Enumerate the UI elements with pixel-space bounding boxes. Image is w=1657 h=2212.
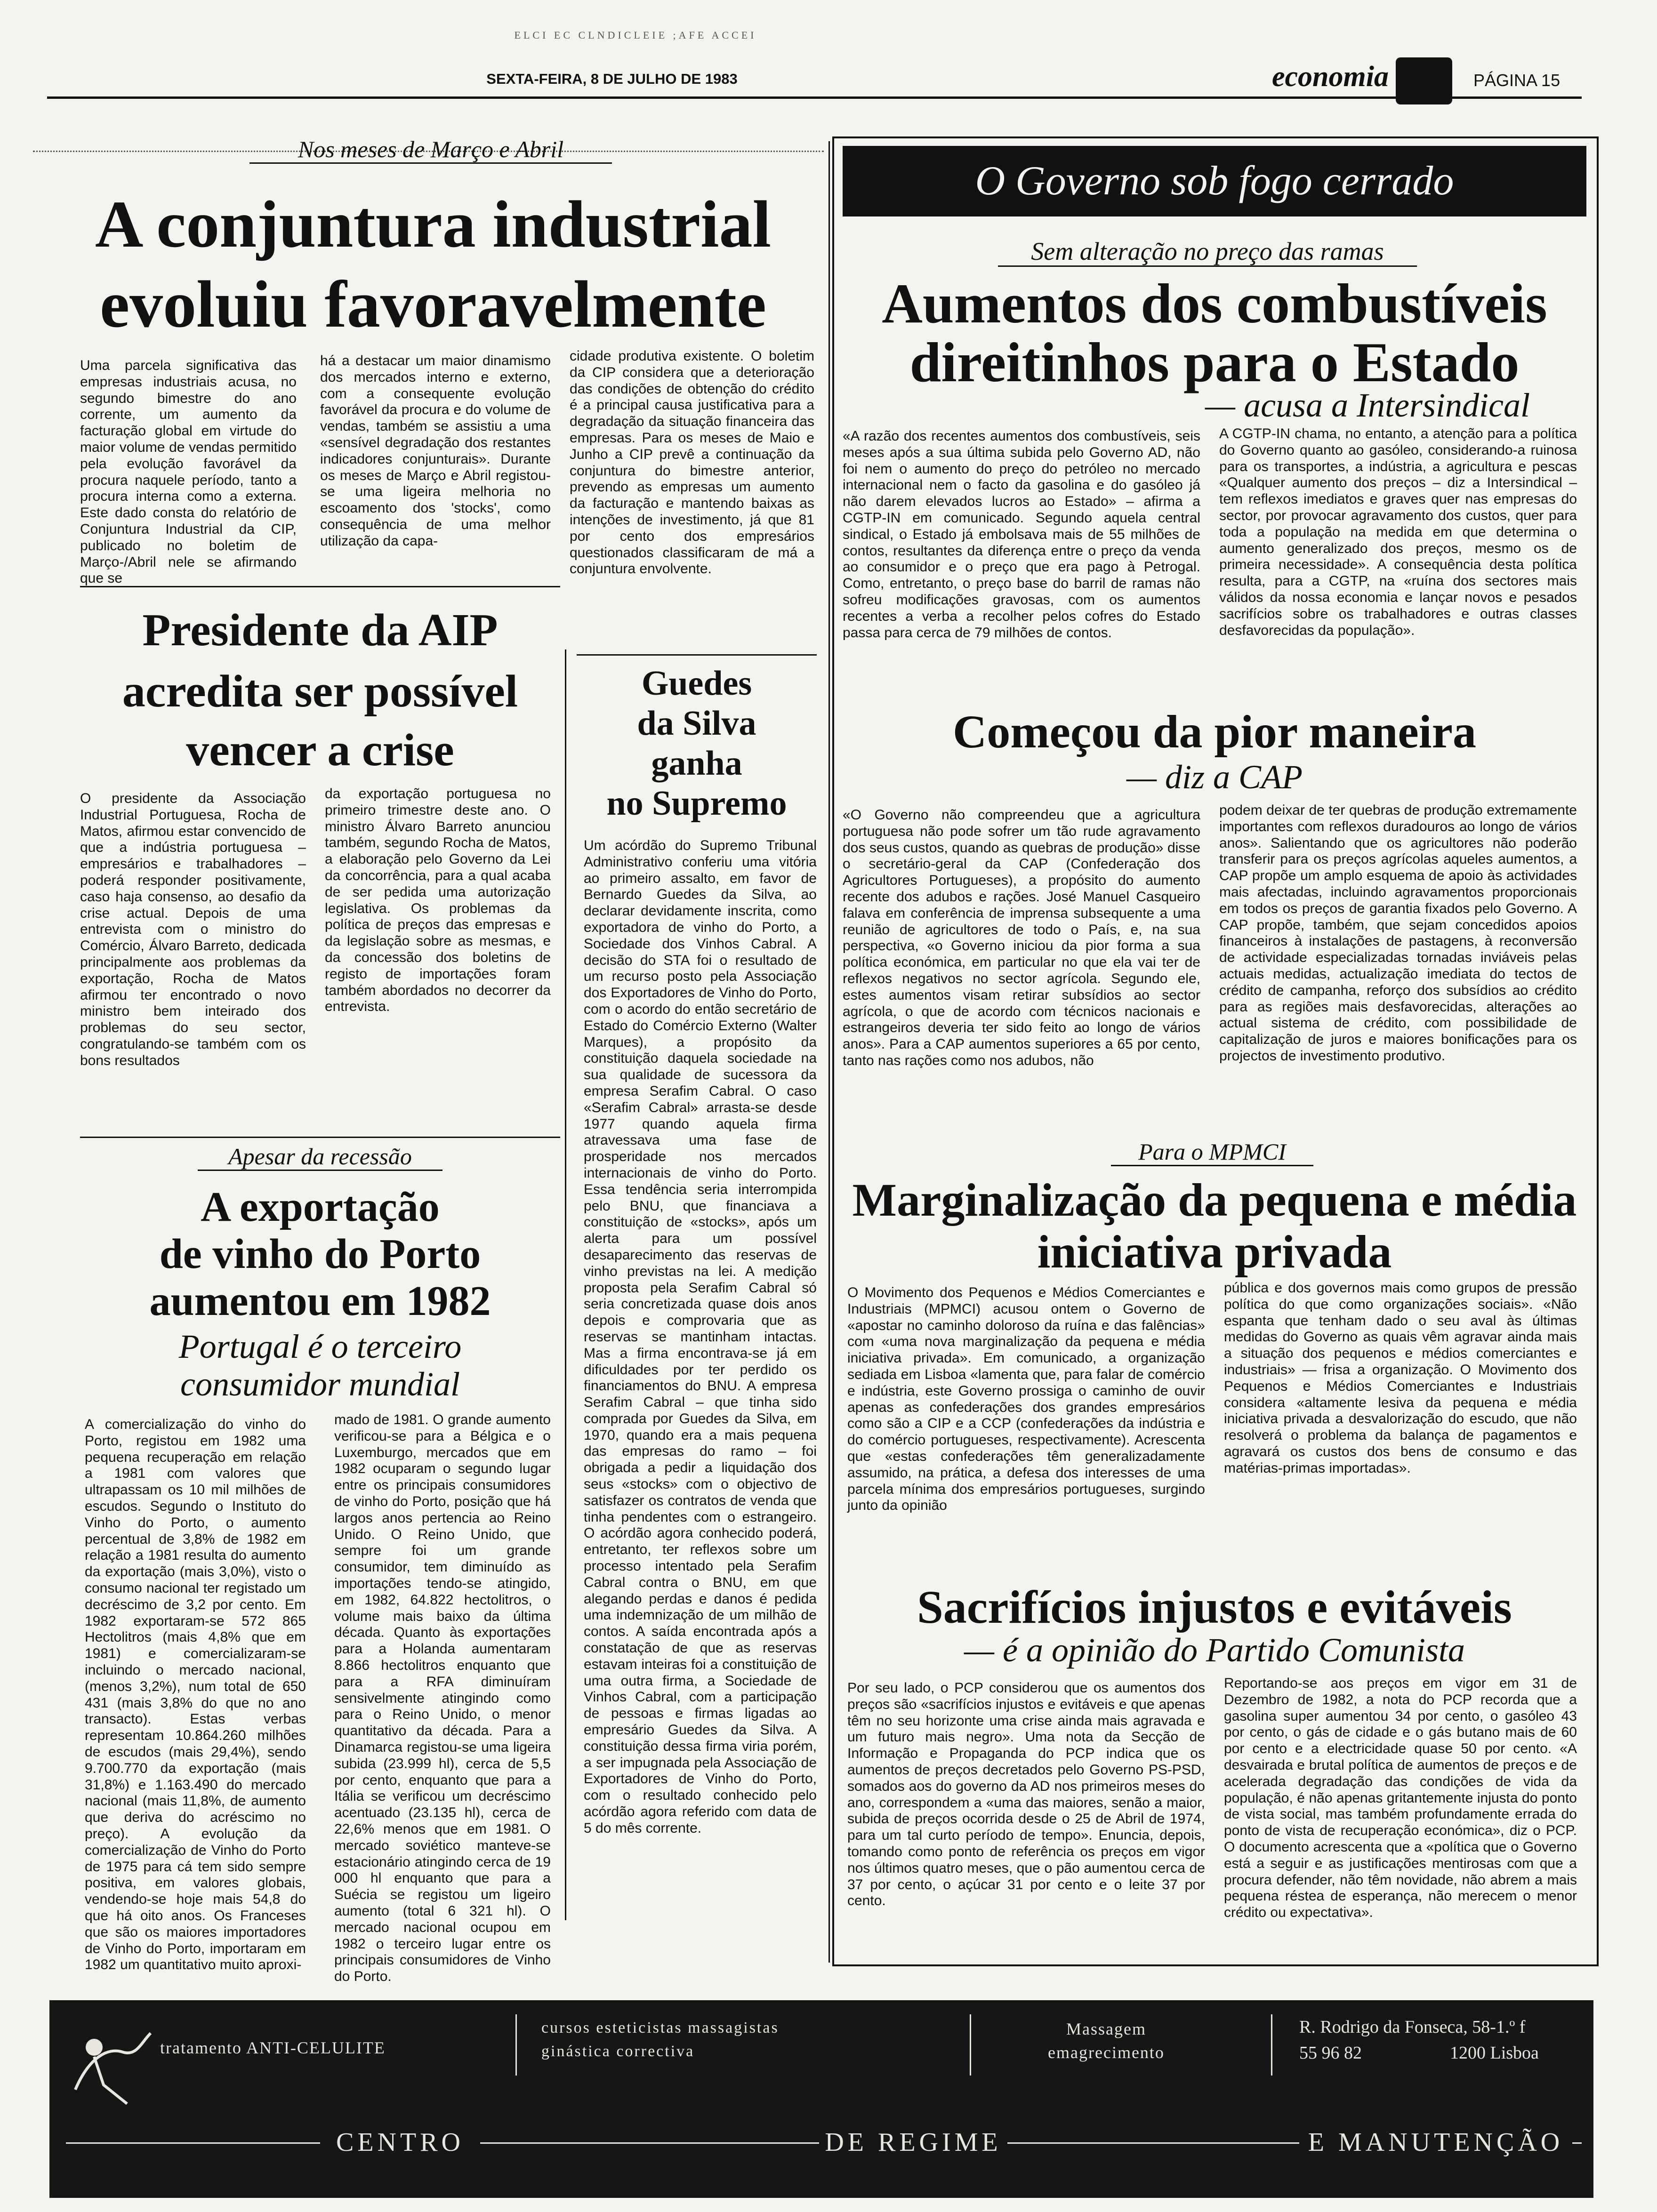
article4-top-rule — [80, 1137, 560, 1138]
article4-headline-3: aumentou em 1982 — [149, 1278, 491, 1324]
center-divider — [828, 141, 830, 1963]
article7-kicker: Para o MPMCI — [1111, 1139, 1313, 1166]
ad-anticelulite: tratamento ANTI-CELULITE — [160, 2038, 386, 2057]
ad-emagrecimento: emagrecimento — [1048, 2043, 1165, 2062]
article3-headline-3: ganha — [651, 744, 742, 783]
ad-divider-1 — [515, 2014, 517, 2076]
article6-col1: «O Governo não compreendeu que a agricultura portuguesa não pode sofrer um tão rude agravamento dos seus custos, quando as quebras de produção» disse o secretário-geral da CAP (Confederação dos Agricultores Portugueses), a propósito do aumento recente dos adubos e rações. José Manuel Casqueiro falava em conferência de imprensa subsequente a uma reunião de agricultores de todo o País, e, na sua perspectiva, «o Governo iniciou da pior forma a sua política económica, em particular no que ela vai ter de reflexos negativos no sector agrícola. Segundo ele, estes aumentos visam retirar subsídios ao sector agrícola, o que de acordo com técnicos nacionais e estrangeiros deveria ter sido feito ao longo de vários anos». Para a CAP aumentos superiores a 65 por cento, tanto nas rações como nos adubos, não — [843, 807, 1200, 1068]
article5-subhead: — acusa a Intersindical — [1205, 386, 1530, 424]
ad-city: 1200 Lisboa — [1450, 2043, 1539, 2063]
article4-col1: A comercialização do vinho do Porto, registou em 1982 uma pequena recuperação em relação a 1981 com valores que ultrapassam os 10 mil milhões de escudos. Segundo o Instituto do Vinho do Porto, o aumento percentual de 3,8% de 1982 em relação a 1981 resulta do aumento da exportação (mais 3,0%), visto o consumo nacional ter registado um decréscimo de 3,2 por cento. Em 1982 exportaram-se 572 865 Hectolitros (mais 4,8% que em 1981) e comercializaram-se incluindo o mercado nacional, (menos 3,2%), num total de 650 431 (mais 3,8% do que no ano transacto). Estas verbas representam 10.864.260 milhões de escudos (mais 29,4%), sendo 9.700.770 da exportação (mais 31,8%) e 1.163.490 do mercado nacional (mais 11,8%, de aumento que deriva do acréscimo no preço). A evolução da comercialização de Vinho do Porto de 1975 para cá tem sido sempre positiva, em valores globais, vendendo-se hoje mais 54,8 do que há oito anos. Os Franceses que são os maiores importadores de Vinho do Porto, importaram em 1982 um quantitativo muito aproxi- — [85, 1417, 306, 1973]
article2-top-rule — [80, 586, 560, 587]
article5-headline-2: direitinhos para o Estado — [909, 331, 1520, 393]
article7-col2: pública e dos governos mais como grupos de pressão política do que como organizações sociais». «Não espanta que tenham dado o seu aval às últimas medidas do Governo as quais vêm agravar ainda mais a situação dos pequenos e médios comerciantes e industriais» — frisa a organização. O Movimento dos Pequenos e Médios Comerciantes e Industriais considera «altamente lesiva da pequena e média iniciativa privada a desvalorização do escudo, que não resolverá o problema da balança de pagamentos e agravará os custos dos bens de consumo e das matérias-primas importadas». — [1224, 1280, 1577, 1476]
article1-headline-2: evoluiu favoravelmente — [100, 267, 766, 341]
article4-kicker: Apesar da recessão — [198, 1144, 442, 1171]
article7-headline-2: iniciativa privada — [1037, 1226, 1392, 1278]
masthead-rule — [47, 96, 1582, 99]
article4-col2: mado de 1981. O grande aumento verificou-se para a Bélgica e o Luxemburgo, mercados que em 1982 ocuparam o segundo lugar entre os principais consumidores de vinho do Porto, posição que há largos anos pertencia ao Reino Unido. O Reino Unido, que sempre foi um grande consumidor, tem diminuído as importações tendo-se atingido, em 1982, 64.822 hectolitros, o volume mais baixo da última década. Quanto às exportações para a Holanda aumentaram 8.866 hectolitros enquanto que para a RFA diminuíram sensivelmente atingindo como para o Reino Unido, o menor quantitativo da década. Para a Dinamarca registou-se uma ligeira subida (23.999 hl), cerca de 5,5 por cento, enquanto que para a Itália se verificou um decréscimo acentuado (23.135 hl), cerca de 22,6% menos que em 1981. O mercado soviético manteve-se estacionário atingindo cerca de 19 000 hl enquanto que para a Suécia se registou um ligeiro aumento (total 6 321 hl). O mercado nacional ocupou em 1982 o terceiro lugar entre os principais consumidores de Vinho do Porto. — [334, 1412, 551, 1985]
ad-phone: 55 96 82 — [1299, 2043, 1362, 2063]
article8-col2: Reportando-se aos preços em vigor em 31 de Dezembro de 1982, a nota do PCP recorda que a gasolina super aumentou 34 por cento, o gasóleo 43 por cento, o gás de cidade e o gás butano mais de 60 por cento e a electricidade quase 50 por cento. «A desvairada e brutal política de aumentos de preços e de acelerada degradação das condições de vida da população, é não apenas gritantemente injusta do ponto de vista social, mas também profundamente errada do ponto de vista de recuperação económica», diz o PCP. O documento acrescenta que a «política que o Governo está a seguir e as justificações mentirosas com que a procura defender, não têm novidade, não abrem a mais pequena réstea de esperança, não merecem o menor crédito ou expectativa». — [1224, 1675, 1577, 1921]
ad-de-regime: DE REGIME — [819, 2127, 1007, 2157]
ad-divider-3 — [1271, 2014, 1272, 2076]
ad-massagem: Massagem — [1066, 2020, 1146, 2038]
article5-kicker: Sem alteração no preço das ramas — [998, 238, 1417, 267]
article1-kicker: Nos meses de Março e Abril — [249, 136, 612, 164]
article3-body: Um acórdão do Supremo Tribunal Administrativo conferiu uma vitória ao primeiro assalto, em favor de Bernardo Guedes da Silva, ao declarar devidamente inscrita, como exportadora de vinho do Porto, a Sociedade dos Vinhos Cabral. A decisão do STA foi o resultado de um recurso posto pela Associação dos Exportadores de Vinho do Porto, com o acordo do então secretário de Estado do Comércio Externo (Walter Marques), a propósito da constituição daquela sociedade na sua qualidade de sucessora da empresa Serafim Cabral. O caso «Serafim Cabral» arrasta-se desde 1977 quando aquela firma atravessava uma fase de prosperidade nos mercados internacionais de vinho do Porto. Essa tendência seria interrompida pelo BNU, que financiava a constituição de «stocks», após um alerta para um possível desaparecimento das reservas de vinho previstas na lei. A medição proposta pela Serafim Cabral só seria concretizada quase dois anos depois e comprovaria que as reservas se mantinham intactas. Mas a firma encontrava-se já em dificuldades por ter perdido os financiamentos do BNU. A empresa Serafim Cabral – que tinha sido comprada por Guedes da Silva, em 1970, quando era a mais pequena das empresas do ramo – foi obrigada a pedir a liquidação dos seus «stocks» com o objectivo de satisfazer os contratos de venda que tinha pendentes com o estrangeiro. O acórdão agora conhecido poderá, entretanto, ter reflexos sobre um processo intentado pela Serafim Cabral contra o BNU, em que alegando perdas e danos é pedida uma indemnização de um milhão de contos. A saída encontrada após a constatação de que as reservas estavam inteiras foi a constituição de uma outra firma, a Sociedade de Vinhos Cabral, com a participação de pessoas e firmas ligadas ao empresário Guedes da Silva. A constituição dessa firma viria porém, a ser impugnada pela Associação de Exportadores de Vinho do Porto, com o resultado conhecido pelo acórdão agora referido com data de 5 do mês corrente. — [584, 838, 817, 1836]
article8-col1: Por seu lado, o PCP considerou que os aumentos dos preços são «sacrifícios injustos e evitáveis e que apenas têm no seu horizonte uma crise ainda mais agravada e um futuro mais negro». Uma nota da Secção de Informação e Propaganda do PCP indica que os aumentos de preços decretados pelo Governo PS-PSD, somados aos do governo da AD nos primeiros meses do ano, correspondem a «uma das maiores, senão a maior, subida de preços ocorrida desde o 25 de Abril de 1974, para um tal curto período de tempo». Enuncia, depois, tomando como ponto de referência os preços em vigor nos últimos quatro meses, que o pão aumentou cerca de 37 por cento, o açúcar 31 por cento e o leite 37 por cento. — [847, 1680, 1205, 1909]
page-number: PÁGINA 15 — [1473, 71, 1560, 90]
ad-ginastica: ginástica correctiva — [541, 2043, 695, 2060]
article2-headline-1: Presidente da AIP — [142, 605, 498, 656]
article5-headline-1: Aumentos dos combustíveis — [882, 272, 1547, 335]
article1-headline-1: A conjuntura industrial — [95, 187, 772, 261]
article8-subhead: — é a opinião do Partido Comunista — [964, 1631, 1465, 1669]
article5-col1: «A razão dos recentes aumentos dos combustíveis, seis meses após a sua última subida pelo Governo AD, não foi nem o aumento do preço do petróleo no mercado internacional nem o facto da gasolina e do gasóleo já não darem elevados lucros ao Estado» – afirma a CGTP-IN em comunicado. Segundo aquela central sindical, o Estado já embolsava mais de 55 milhões de contos, resultantes da diferença entre o preço da venda ao consumidor e o preço que era pago à Petrogal. Como, entretanto, o preço base do barril de ramas não sofreu modificações gravosas, com os aumentos recentes a verba a recolher pelos cofres do Estado passa para cerca de 79 milhões de contos. — [843, 428, 1200, 641]
left-column-divider — [565, 649, 566, 1920]
right-banner: O Governo sob fogo cerrado — [843, 146, 1586, 216]
article5-col2: A CGTP-IN chama, no entanto, a atenção para a política do Governo quanto ao gasóleo, considerando-a ruinosa para os transportes, a indústria, a agricultura e pescas «Qualquer aumento dos preços – diz a Intersindical – tem reflexos imediatos e graves quer nas empresas do sector, por provocar agravamento dos custos, quer para toda a população na medida em que determina o aumento generalizado dos preços, mesmo os de primeira necessidade». A consequência desta política resulta, para a CGTP, na «ruína dos sectores mais válidos da nossa economia e lançar novos e pesados sacrifícios sobre os trabalhadores e outras classes desfavorecidas da população». — [1219, 426, 1577, 638]
article2-col1: O presidente da Associação Industrial Portuguesa, Rocha de Matos, afirmou estar convencido de que a indústria portuguesa – empresários e trabalhadores – poderá responder positivamente, caso haja consenso, ao desafio da crise actual. Depois de uma entrevista com o ministro do Comércio, Álvaro Barreto, dedicada principalmente aos problemas da exportação, Rocha de Matos afirmou ter encontrado o novo ministro bem inteirado dos problemas do seu sector, congratulando-se também com os bons resultados — [80, 791, 306, 1068]
article6-headline: Começou da pior maneira — [953, 705, 1476, 758]
article2-headline-3: vencer a crise — [186, 725, 454, 776]
article1-col2: há a destacar um maior dinamismo dos mercados interno e externo, com a consequente evolução favorável da procura e do volume de vendas, também se assistiu a uma «sensível degradação dos restantes indicadores conjunturais». Durante os meses de Março e Abril registou-se uma ligeira melhoria no escoamento dos 'stocks', como consequência de uma melhor utilização da capa- — [320, 353, 551, 549]
article3-headline-4: no Supremo — [606, 784, 787, 823]
ad-figure-graphic — [66, 2014, 160, 2118]
article3-top-rule — [577, 654, 817, 656]
ad-address: R. Rodrigo da Fonseca, 58-1.º f — [1299, 2017, 1526, 2037]
article6-col2: podem deixar de ter quebras de produção extremamente importantes com reflexos duradouros ao longo de vários anos». Salientando que os agricultores não poderão transferir para os preços agrícolas aqueles aumentos, a CAP propõe um amplo esquema de apoio às actividades mais afectadas, incluindo agravamentos proporcionais em todos os preços de garantia fixados pelo Governo. A CAP propõe, também, que sejam concedidos apoios financeiros à instalações de pastagens, à reconversão de actividade especializadas tornadas inviáveis pelas actuais medidas, actualização imediata do tectos de crédito de campanha, reforço dos subsídios ao crédito para as regiões mais desfavorecidas, alterações ao actual sistema de crédito, com possibilidade de capitalização de juros e maiores bonificações para os projectos de investimento produtivo. — [1219, 802, 1577, 1064]
article4-headline-2: de vinho do Porto — [159, 1231, 481, 1277]
article7-col1: O Movimento dos Pequenos e Médios Comerciantes e Industriais (MPMCI) acusou ontem o Governo de «apostar no caminho doloroso da ruína e das falências» com «uma nova marginalização da pequena e média iniciativa privada». Em comunicado, a organização sediada em Lisboa «lamenta que, para falar de comércio e indústria, este Governo prossiga o caminho de ouvir apenas as confederações dos grandes empresários como são a CIP e a CCP (confederações da indústria e do comércio portugueses, respectivamente). Acrescenta que «estas confederações têm generalizadamente assumido, na prática, a defesa dos interesses de uma parcela mínima dos empresários portugueses, surgindo junto da opinião — [847, 1285, 1205, 1514]
article1-col1: Uma parcela significativa das empresas industriais acusa, no segundo bimestre do ano corrente, um aumento da facturação global em virtude do maior volume de vendas permitido pela evolução favorável da procura naquele período, tanto a procura interna como a externa. Este dado consta do relatório de Conjuntura Industrial da CIP, publicado no boletim de Março-/Abril nele se afirmando que se — [80, 358, 297, 586]
ad-cursos: cursos esteticistas massagistas — [541, 2019, 779, 2036]
article2-col2: da exportação portuguesa no primeiro trimestre deste ano. O ministro Álvaro Barreto anunciou também, segundo Rocha de Matos, a elaboração pelo Governo da Lei da concorrência, para a qual acaba de ser pedida uma autorização legislativa. Os problemas da política de preços das empresas e da legislação sobre as mesmas, e da concessão dos boletins de registo de importações foram também abordados no decorrer da entrevista. — [325, 786, 551, 1015]
article8-headline: Sacrifícios injustos e evitáveis — [917, 1581, 1512, 1633]
article7-headline-1: Marginalização da pequena e média — [852, 1174, 1577, 1226]
article3-headline-1: Guedes — [641, 664, 752, 703]
masthead-date: SEXTA-FEIRA, 8 DE JULHO DE 1983 — [486, 71, 738, 87]
masthead-top-line: ELCI EC CLNDICLEIE ;AFE ACCEI — [514, 29, 757, 41]
ad-figure-icon — [66, 2014, 160, 2118]
article4-headline-1: A exportação — [201, 1184, 440, 1230]
article6-subhead: — diz a CAP — [1126, 758, 1303, 796]
ad-divider-2 — [970, 2014, 971, 2076]
article4-subhead-2: consumidor mundial — [180, 1365, 460, 1403]
masthead-logo: economia — [1272, 61, 1389, 93]
ad-centro: CENTRO — [320, 2127, 480, 2157]
article4-subhead-1: Portugal é o terceiro — [178, 1328, 462, 1365]
article1-col3: cidade produtiva existente. O boletim da CIP considera que a deterioração das condições de obtenção do crédito é a principal causa justificativa para a degradação da situação financeira das empresas. Para os meses de Maio e Junho a CIP prevê a continuação da conjuntura do bimestre anterior, prevendo as empresas um aumento da facturação e mantendo baixas as intenções de investimento, já que 81 por cento dos empresários questionados classificaram de má a conjuntura envolvente. — [570, 348, 814, 577]
article3-headline-2: da Silva — [637, 704, 756, 743]
article2-headline-2: acredita ser possível — [122, 666, 518, 717]
ad-manutencao: E MANUTENÇÃO — [1299, 2127, 1572, 2157]
